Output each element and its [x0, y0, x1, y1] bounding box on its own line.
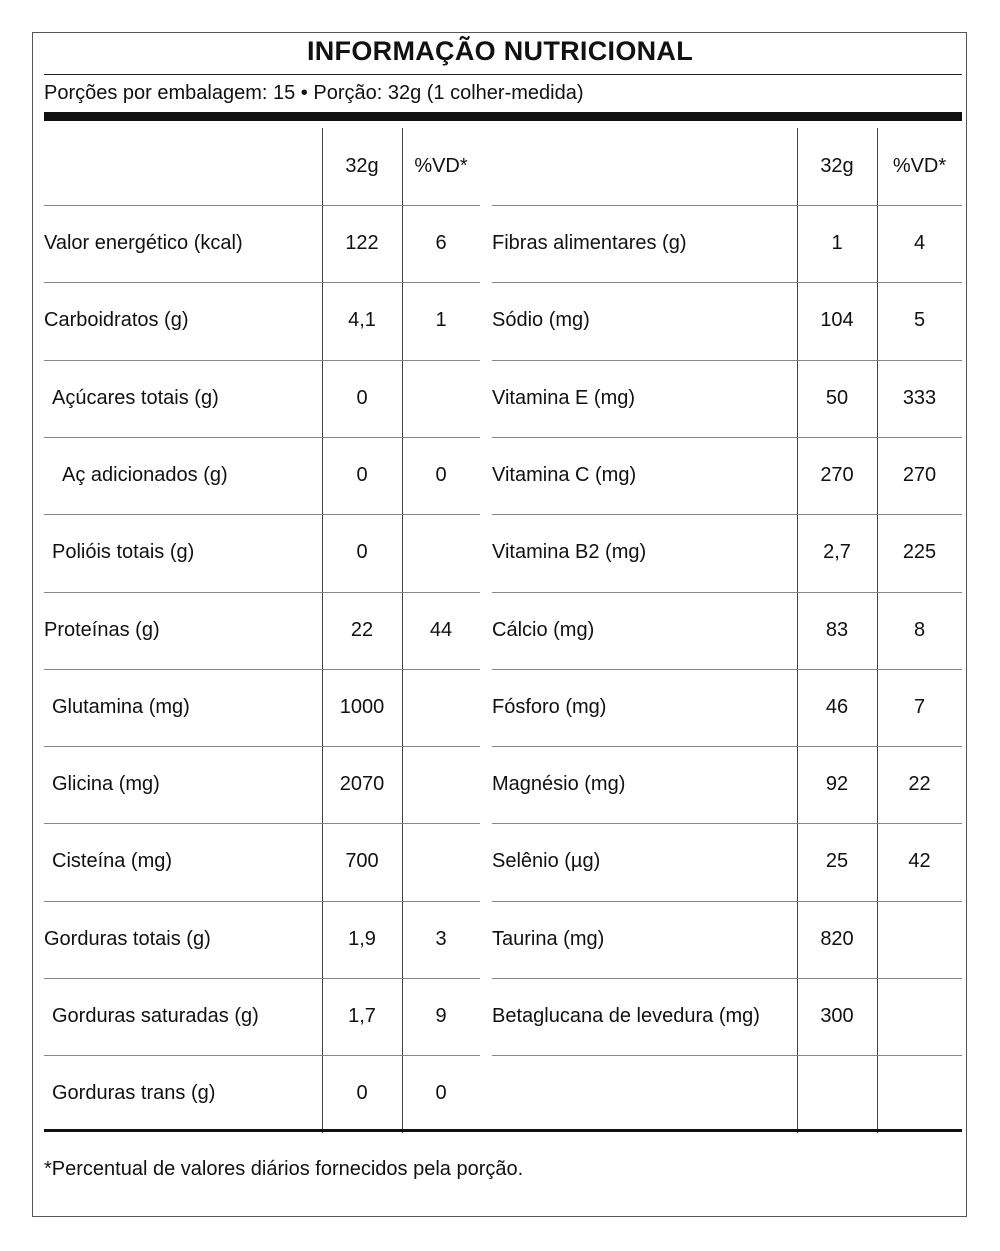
nutrient-daily-value: [402, 746, 480, 823]
header-thick-rule: [44, 112, 962, 121]
nutrient-amount: 0: [356, 386, 368, 409]
table-bottom-rule: [44, 1129, 962, 1132]
nutrient-label: Vitamina E (mg): [492, 386, 636, 409]
nutrient-daily-value: 6: [435, 232, 447, 254]
nutrient-label: Selênio (µg): [492, 850, 601, 873]
nutrient-amount: 300: [820, 1005, 854, 1027]
nutrient-amount: 0: [356, 541, 368, 564]
nutrient-label: Fibras alimentares (g): [492, 232, 687, 254]
nutrient-amount: 0: [356, 463, 368, 486]
nutrient-amount: 820: [820, 927, 854, 950]
nutrient-label: Gorduras saturadas (g): [52, 1005, 259, 1027]
nutrient-amount: 104: [820, 309, 854, 332]
nutrient-daily-value: 8: [913, 618, 926, 641]
nutrient-label: Gorduras totais (g): [44, 927, 211, 950]
nutrient-amount: 1: [831, 232, 843, 254]
nutrient-label: Gorduras trans (g): [52, 1082, 216, 1105]
nutrient-label: Vitamina C (mg): [492, 463, 637, 486]
nutrient-daily-value: 225: [902, 541, 937, 564]
title-divider: [44, 74, 962, 75]
nutrient-daily-value: 7: [913, 695, 926, 718]
nutrient-label: Glutamina (mg): [52, 695, 190, 718]
nutrient-amount: 0: [356, 1082, 368, 1105]
nutrient-label: Cálcio (mg): [492, 618, 595, 641]
nutrient-daily-value: [877, 978, 962, 1055]
nutrient-daily-value: 22: [908, 773, 931, 796]
nutrient-label: Vitamina B2 (mg): [492, 541, 647, 564]
nutrient-label: Aç adicionados (g): [62, 463, 228, 486]
nutrient-amount: 22: [350, 618, 374, 641]
nutrient-label: Açúcares totais (g): [52, 386, 219, 409]
nutrient-amount: 4,1: [348, 309, 376, 332]
nutrient-amount: 122: [345, 232, 379, 254]
nutrient-daily-value: 4: [913, 232, 926, 254]
nutrient-daily-value: [877, 1055, 962, 1132]
nutrient-amount: 1,9: [348, 927, 376, 950]
nutrient-label: Polióis totais (g): [52, 541, 195, 564]
nutrient-amount: 270: [820, 463, 854, 486]
nutrient-label: Valor energético (kcal): [44, 232, 243, 254]
nutrient-daily-value: [402, 669, 480, 746]
nutrient-label: Betaglucana de levedura (mg): [492, 1005, 760, 1027]
nutrient-daily-value: 333: [902, 386, 937, 409]
nutrient-daily-value: 3: [435, 927, 447, 950]
nutrient-daily-value: 42: [908, 850, 931, 873]
nutrient-amount: 83: [825, 618, 849, 641]
column-header-amount: 32g: [820, 155, 854, 177]
nutrient-amount: 46: [825, 695, 849, 718]
nutrient-label: Magnésio (mg): [492, 773, 626, 796]
nutrient-amount: 700: [345, 850, 379, 873]
nutrient-label: Glicina (mg): [52, 773, 160, 796]
nutrient-amount: 1000: [339, 695, 385, 718]
column-header-dv: %VD*: [414, 155, 468, 177]
nutrient-daily-value: 1: [435, 309, 447, 332]
nutrient-label: Carboidratos (g): [44, 309, 189, 332]
nutrient-daily-value: 9: [435, 1005, 447, 1027]
nutrient-daily-value: [402, 514, 480, 591]
nutrient-daily-value: 0: [435, 1082, 447, 1105]
nutrient-daily-value: 5: [913, 309, 926, 332]
nutrient-amount: 50: [825, 386, 849, 409]
nutrient-amount: 25: [825, 850, 849, 873]
nutrient-label: Proteínas (g): [44, 618, 160, 641]
nutrient-daily-value: [402, 823, 480, 900]
nutrient-daily-value: 0: [435, 463, 447, 486]
nutrient-label: Taurina (mg): [492, 927, 605, 950]
nutrient-label: Fósforo (mg): [492, 695, 607, 718]
nutrient-amount: [797, 1055, 877, 1132]
nutrient-label: Sódio (mg): [492, 309, 590, 332]
nutrient-amount: 1,7: [348, 1005, 376, 1027]
label-title: INFORMAÇÃO NUTRICIONAL: [306, 36, 694, 66]
nutrient-daily-value: 44: [429, 618, 453, 641]
serving-info: Porções por embalagem: 15 • Porção: 32g (1 colher-medida): [44, 82, 584, 104]
nutrient-amount: 2070: [339, 773, 385, 796]
column-header-dv: %VD*: [892, 155, 947, 177]
nutrient-label: Cisteína (mg): [52, 850, 173, 873]
nutrient-daily-value: [877, 901, 962, 978]
nutrient-daily-value: 270: [902, 463, 937, 486]
nutrient-label: [492, 1055, 793, 1132]
nutrient-daily-value: [402, 360, 480, 437]
nutrient-amount: 2,7: [823, 541, 851, 564]
column-header-amount: 32g: [345, 155, 379, 177]
footnote: *Percentual de valores diários fornecidos pela porção.: [44, 1158, 524, 1180]
nutrient-amount: 92: [825, 773, 849, 796]
